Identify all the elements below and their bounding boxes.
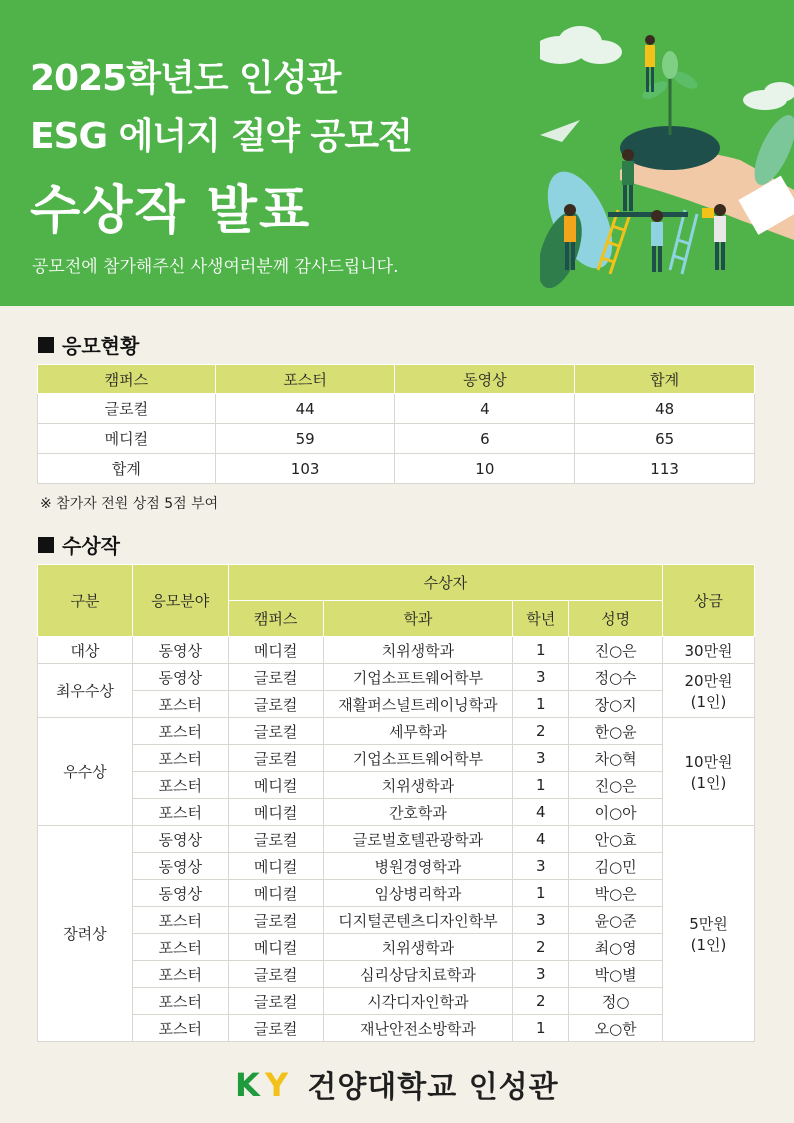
cell: 재난안전소방학과: [323, 1015, 513, 1042]
status-section-title: 응모현황: [38, 330, 139, 359]
col-dept: 학과: [323, 601, 513, 637]
category-cell: 우수상: [38, 718, 133, 826]
cell: 3: [513, 745, 569, 772]
cell: 113: [575, 454, 755, 484]
table-row: [38, 424, 755, 454]
cell: 2: [513, 718, 569, 745]
table-row: [38, 799, 755, 826]
cell: 포스터: [132, 772, 228, 799]
cell: 윤○준: [569, 907, 663, 934]
table-row: [38, 772, 755, 799]
cell: 치위생학과: [323, 772, 513, 799]
cell: 6: [395, 424, 575, 454]
university-name: 건양대학교 인성관: [307, 1070, 559, 1105]
category-cell: 장려상: [38, 826, 133, 1042]
cell: 3: [513, 853, 569, 880]
cell: 글로컬: [228, 745, 323, 772]
cell: 4: [395, 394, 575, 424]
col-prize: 상금: [663, 565, 755, 637]
prize-cell: [663, 718, 755, 826]
cell: 김○민: [569, 853, 663, 880]
cell: 메디컬: [228, 880, 323, 907]
table-row: [38, 664, 755, 691]
cell: 합계: [38, 454, 216, 484]
category-cell: 대상: [38, 637, 133, 664]
cell: 4: [513, 799, 569, 826]
cell: 진○은: [569, 637, 663, 664]
prize-cell: 30만원: [663, 637, 755, 664]
cell: 1: [513, 1015, 569, 1042]
prize-count: (1인): [690, 773, 727, 792]
cell: 디지털콘텐츠디자인학부: [323, 907, 513, 934]
cell: 포스터: [132, 691, 228, 718]
cell: 2: [513, 988, 569, 1015]
cell: 3: [513, 907, 569, 934]
status-table: [37, 364, 755, 484]
cell: 시각디자인학과: [323, 988, 513, 1015]
cell: 기업소프트웨어학부: [323, 745, 513, 772]
prize-count: (1인): [690, 692, 727, 711]
table-row: [38, 691, 755, 718]
status-header-row: [38, 365, 755, 394]
cell: 메디컬: [228, 799, 323, 826]
cell: 동영상: [132, 826, 228, 853]
cell: 글로컬: [228, 826, 323, 853]
cell: 1: [513, 772, 569, 799]
cell: 장○지: [569, 691, 663, 718]
cell: 이○아: [569, 799, 663, 826]
cell: 4: [513, 826, 569, 853]
cell: 글로컬: [38, 394, 216, 424]
cell: 포스터: [132, 1015, 228, 1042]
cell: 최○영: [569, 934, 663, 961]
cell: 메디컬: [228, 637, 323, 664]
awards-table: [37, 564, 755, 1042]
table-row: [38, 745, 755, 772]
cell: 안○효: [569, 826, 663, 853]
eco-hands-illustration: [540, 20, 794, 306]
prize-cell: [663, 826, 755, 1042]
svg-text:Y: Y: [265, 1066, 289, 1102]
cell: 글로컬: [228, 664, 323, 691]
cell: 병원경영학과: [323, 853, 513, 880]
table-row: [38, 907, 755, 934]
cell: 간호학과: [323, 799, 513, 826]
table-row: [38, 637, 755, 664]
table-row: [38, 853, 755, 880]
prize-count: (1인): [690, 935, 727, 954]
table-row: [38, 880, 755, 907]
cell: 포스터: [132, 799, 228, 826]
cell: 1: [513, 880, 569, 907]
prize-amount: 20만원: [684, 671, 733, 690]
cell: 글로컬: [228, 907, 323, 934]
status-col-poster: 포스터: [215, 365, 395, 394]
cell: 103: [215, 454, 395, 484]
cell: 글로컬: [228, 961, 323, 988]
category-cell: 최우수상: [38, 664, 133, 718]
cell: 정○수: [569, 664, 663, 691]
cell: 글로컬: [228, 691, 323, 718]
awards-section-title: 수상작: [38, 530, 120, 559]
cell: 3: [513, 664, 569, 691]
cell: 44: [215, 394, 395, 424]
svg-text:K: K: [235, 1066, 261, 1102]
col-field: 응모분야: [132, 565, 228, 637]
cell: 한○윤: [569, 718, 663, 745]
cell: 동영상: [132, 637, 228, 664]
cell: 59: [215, 424, 395, 454]
table-row: [38, 988, 755, 1015]
cell: 3: [513, 961, 569, 988]
cell: 포스터: [132, 934, 228, 961]
leaf-icon: [640, 78, 670, 102]
col-category: 구분: [38, 565, 133, 637]
status-col-total: 합계: [575, 365, 755, 394]
cell: 48: [575, 394, 755, 424]
cell: 메디컬: [228, 772, 323, 799]
cell: 박○별: [569, 961, 663, 988]
cell: 글로컬: [228, 988, 323, 1015]
cell: 차○혁: [569, 745, 663, 772]
col-winner: 수상자: [228, 565, 662, 601]
square-bullet-icon: [38, 537, 54, 553]
person-icon: [622, 149, 634, 211]
prize-cell: [663, 664, 755, 718]
status-col-campus: 캠퍼스: [38, 365, 216, 394]
awards-header-row: [38, 565, 755, 601]
col-name: 성명: [569, 601, 663, 637]
prize-amount: 10만원: [684, 752, 733, 771]
cell: 메디컬: [228, 853, 323, 880]
col-campus: 캠퍼스: [228, 601, 323, 637]
square-bullet-icon: [38, 337, 54, 353]
cell: 동영상: [132, 880, 228, 907]
cell: 메디컬: [38, 424, 216, 454]
title-line-3: 수상작 발표: [30, 181, 312, 241]
table-row: [38, 934, 755, 961]
cell: 임상병리학과: [323, 880, 513, 907]
paper-plane-icon: [540, 120, 580, 142]
cell: 포스터: [132, 907, 228, 934]
cell: 진○은: [569, 772, 663, 799]
cell: 재활퍼스널트레이닝학과: [323, 691, 513, 718]
col-year: 학년: [513, 601, 569, 637]
cell: 글로벌호텔관광학과: [323, 826, 513, 853]
cell: 치위생학과: [323, 637, 513, 664]
cell: 박○은: [569, 880, 663, 907]
university-logo: [235, 1066, 299, 1102]
footer: [0, 1060, 794, 1108]
cell: 65: [575, 424, 755, 454]
cell: 세무학과: [323, 718, 513, 745]
header-banner: [0, 0, 794, 306]
table-row: [38, 961, 755, 988]
title-line-1: 2025학년도 인성관: [30, 58, 341, 99]
cell: 심리상담치료학과: [323, 961, 513, 988]
cell: 2: [513, 934, 569, 961]
cell: 동영상: [132, 664, 228, 691]
cell: 글로컬: [228, 718, 323, 745]
cell: 1: [513, 691, 569, 718]
cell: 오○한: [569, 1015, 663, 1042]
status-col-video: 동영상: [395, 365, 575, 394]
cell: 10: [395, 454, 575, 484]
cell: 기업소프트웨어학부: [323, 664, 513, 691]
cell: 포스터: [132, 745, 228, 772]
cell: 포스터: [132, 988, 228, 1015]
table-row: [38, 394, 755, 424]
cell: 글로컬: [228, 1015, 323, 1042]
table-row: [38, 454, 755, 484]
status-note: ※ 참가자 전원 상점 5점 부여: [40, 496, 219, 512]
title-line-2: ESG 에너지 절약 공모전: [30, 116, 412, 157]
cell: 포스터: [132, 961, 228, 988]
header-subtitle: 공모전에 참가해주신 사생여러분께 감사드립니다.: [32, 257, 399, 277]
table-row: [38, 826, 755, 853]
cell: 포스터: [132, 718, 228, 745]
prize-amount: 5만원: [689, 914, 728, 933]
table-row: [38, 1015, 755, 1042]
cell: 치위생학과: [323, 934, 513, 961]
cell: 1: [513, 637, 569, 664]
cell: 동영상: [132, 853, 228, 880]
cell: 메디컬: [228, 934, 323, 961]
cloud-icon: [540, 26, 622, 64]
cell: 정○: [569, 988, 663, 1015]
table-row: [38, 718, 755, 745]
